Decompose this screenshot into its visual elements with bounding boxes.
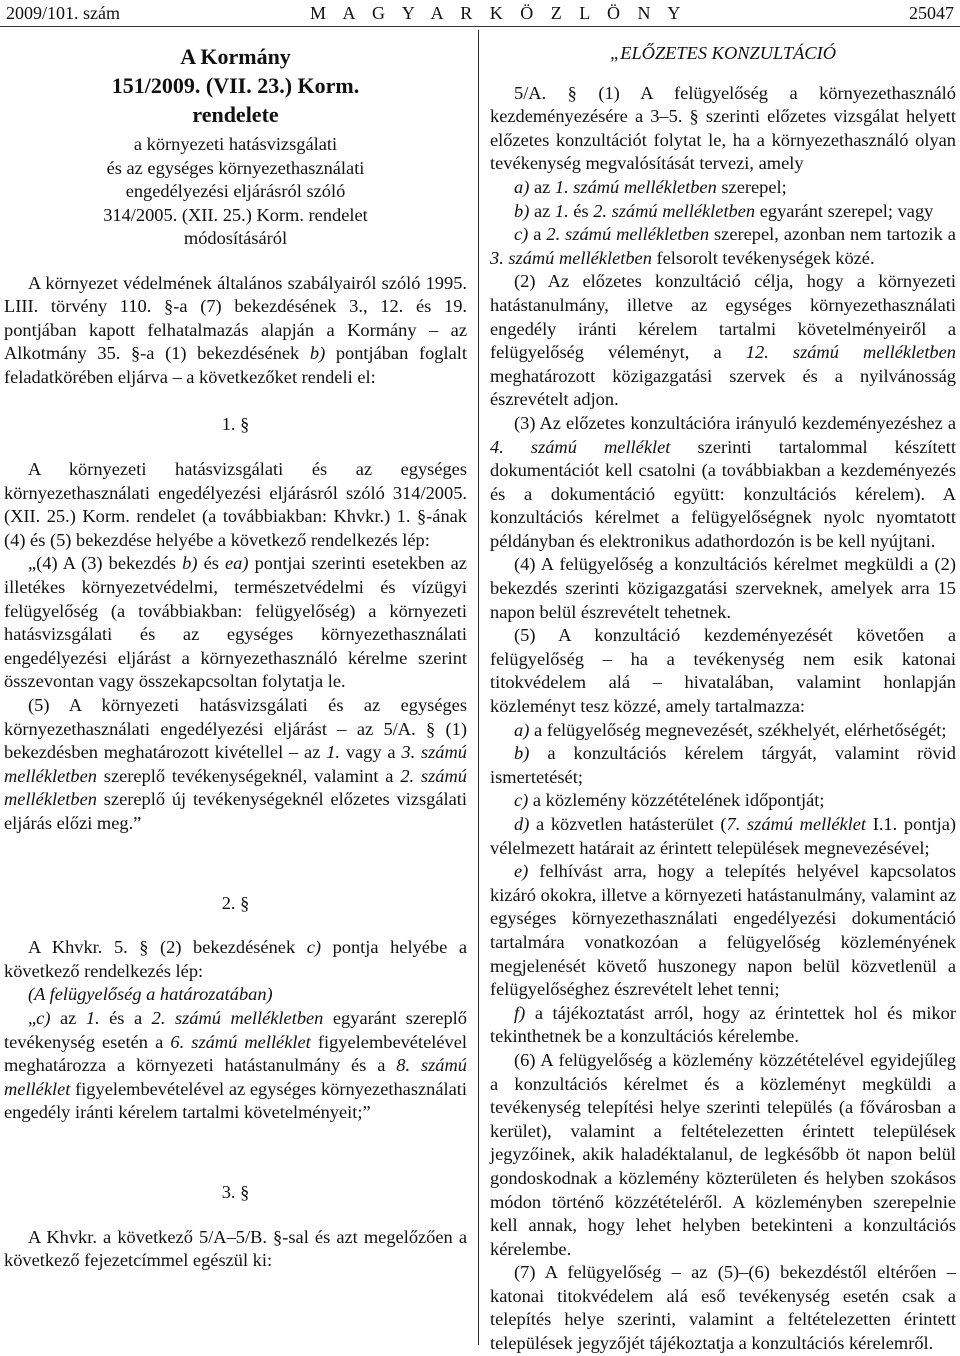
- list-item: e) felhívást arra, hogy a telepítés helyével kapcsolatos kizáró okokra, illetve a környezeti hatástanulmány, valamint az egységes környezethasználati engedélyezési dokumentáció tartalmára vonatkozóan a felügyelőség közleményének megjelenését követő huszonegy napon belül közvetlenül a felügyelőséghez észrevételt lehet tenni;: [490, 861, 956, 1000]
- list-item: c) a 2. számú mellékletben szerepel, azonban nem tartozik a 3. számú mellékletben felsorolt tevékenységek közé.: [490, 224, 956, 268]
- section-heading: 2. §: [221, 892, 250, 913]
- subtitle-line: engedélyezési eljárásról szóló: [125, 181, 346, 201]
- list-item: a) a felügyelőség megnevezését, székhelyét, elérhetőségét;: [514, 719, 947, 740]
- subtitle-line: és az egységes környezethasználati: [106, 157, 365, 178]
- section-heading: 1. §: [221, 414, 250, 435]
- list-item: a) az 1. számú mellékletben szerepel;: [514, 176, 787, 197]
- paragraph: (A felügyelőség a határozatában): [28, 984, 273, 1005]
- title-issuer: A Kormány: [180, 44, 291, 69]
- subtitle-line: a környezeti hatásvizsgálati: [133, 134, 338, 154]
- list-item: f) a tájékoztatást arról, hogy az érintettek hol és mikor tekinthetnek be a konzultációs kérelembe.: [490, 1002, 956, 1047]
- title-type: rendelete: [192, 102, 279, 127]
- paragraph: (7) A felügyelőség – az (5)–(6) bekezdéstől eltérően – katonai titokvédelem alá eső tevékenység esetén csak a telepítés helye szerinti, valamint a feltételezetten érintett települések jegyzőjét tájékoztatja a konzultációs kérelemről.: [490, 1262, 956, 1354]
- paragraph: (6) A felügyelőség a közlemény közzétételével egyidejűleg a konzultációs kérelmet és a közleményt megküldi a tevékenység telepítési helye szerinti település (a fővárosban a kerület), valamint a feltételezetten érintett települések jegyzőinek, akik haladéktalanul, de legkésőbb öt napon belül gondoskodnak a közlemény közterületen és helyben szokásos módon történő közzétételéről. A közleményben szerepelnie kell annak, hogy lehet helyben betekinteni a konzultációs kérelembe.: [490, 1049, 956, 1259]
- subtitle-line: 314/2005. (XII. 25.) Korm. rendelet: [103, 204, 368, 225]
- list-item: d) a közvetlen hatásterület (7. számú melléklet I.1. pontja) vélelmezett határait az érintett települések megnevezésével;: [490, 814, 956, 858]
- list-item: b) az 1. és 2. számú mellékletben egyaránt szerepel; vagy: [514, 200, 934, 221]
- paragraph: (2) Az előzetes konzultáció célja, hogy a környezeti hatástanulmány, illetve az egységes környezethasználati engedély iránti kérelem tartalmi követelményeiről a felügyelőség véleményt, a 12. számú mellékletben meghatározott közigazgatási szervek és a nyilvánosság észrevételt adjon.: [490, 271, 956, 410]
- right-column: [490, 42, 956, 1356]
- page-number: 25047: [909, 3, 954, 23]
- paragraph: A környezeti hatásvizsgálati és az egységes környezethasználati engedélyezési eljárásról szóló 314/2005. (XII. 25.) Korm. rendelet (a továbbiakban: Khvkr.) 1. §-ának (4) és (5) bekezdése helyébe a következő rendelkezés lép:: [4, 459, 467, 550]
- subtitle-line: módosításáról: [183, 228, 288, 248]
- paragraph: A Khvkr. 5. § (2) bekezdésének c) pontja helyébe a következő rendelkezés lép:: [4, 937, 467, 981]
- paragraph: (5) A konzultáció kezdeményezését követően a felügyelőség – ha a tevékenység nem esik katonai titokvédelem alá – hivatalában, valamint honlapján közleményt tesz közzé, amely tartalmazza:: [490, 625, 956, 717]
- paragraph: (4) A felügyelőség a konzultációs kérelmet megküldi a (2) bekezdés szerinti közigazgatási szerveknek, amelyek arra 15 napon belül észrevételt tehetnek.: [490, 554, 956, 622]
- list-item: c) a közlemény közzétételének időpontját;: [514, 790, 825, 811]
- preamble: A környezet védelmének általános szabályairól szóló 1995. LIII. törvény 110. §-a (7) bekezdésének 3., 12. és 19. pontjában kapott felhatalmazás alapján a Kormány – az Alkotmány 35. §-a (1) bekezdésének b) pontjában foglalt feladatkörében eljárva – a következőket rendeli el:: [4, 272, 467, 387]
- chapter-heading: „ELŐZETES KONZULTÁCIÓ: [609, 43, 836, 63]
- paragraph: (5) A környezeti hatásvizsgálati és az egységes környezethasználati engedélyezési eljárást – az 5/A. § (1) bekezdésben meghatározott kivétellel – az 1. vagy a 3. számú mellékletben szereplő tevékenységeknél, valamint a 2. számú mellékletben szereplő új tevékenységeknél előzetes vizsgálati eljárás előzi meg.”: [4, 695, 467, 833]
- paragraph: „c) az 1. és a 2. számú mellékletben egyaránt szereplő tevékenység esetén a 6. számú melléklet figyelembevételével meghatározza a környezeti hatástanulmány és a 8. számú melléklet figyelembevételével az egységes környezethasználati engedély iránti kérelem tartalmi követelményeit;”: [4, 1007, 467, 1123]
- journal-name: M A G Y A R K Ö Z L Ö N Y: [310, 3, 687, 23]
- section-heading: 3. §: [221, 1181, 250, 1202]
- issue-number: 2009/101. szám: [6, 3, 120, 23]
- list-item: b) a konzultációs kérelem tárgyát, valamint rövid ismertetését;: [490, 743, 956, 787]
- paragraph: 5/A. § (1) A felügyelőség a környezethasználó kezdeményezésére a 3–5. § szerinti előzetes vizsgálat helyett előzetes konzultációt folytat le, ha a környezethasználó olyan tevékenység megvalósítását tervezi, amely: [490, 82, 956, 174]
- paragraph: (3) Az előzetes konzultációra irányuló kezdeményezéshez a 4. számú melléklet szerinti tartalommal készített dokumentációt kell csatolni (a továbbiakban a kezdeményezés és a dokumentáció együtt: konzultációs kérelem). A konzultációs kérelmet a felügyelőségnek nyolc nyomtatott példányban és elektronikus adathordozón is be kell nyújtani.: [490, 412, 956, 551]
- running-header: [0, 0, 960, 27]
- column-divider: [478, 30, 479, 1345]
- paragraph: „(4) A (3) bekezdés b) és ea) pontjai szerinti esetekben az illetékes környezetvédelmi, természetvédelmi és vízügyi felügyelőség (a továbbiakban: felügyelőség) a környezeti hatásvizsgálati és az egységes környezethasználati engedélyezési eljárást a környezethasználó kérelme szerint összevontan vagy összekapcsoltan folytatja le.: [4, 553, 467, 692]
- paragraph: A Khvkr. a következő 5/A–5/B. §-sal és azt megelőzően a következő fejezetcímmel egészül ki:: [4, 1226, 467, 1271]
- title-number: 151/2009. (VII. 23.) Korm.: [111, 73, 360, 98]
- left-column: [4, 42, 467, 1273]
